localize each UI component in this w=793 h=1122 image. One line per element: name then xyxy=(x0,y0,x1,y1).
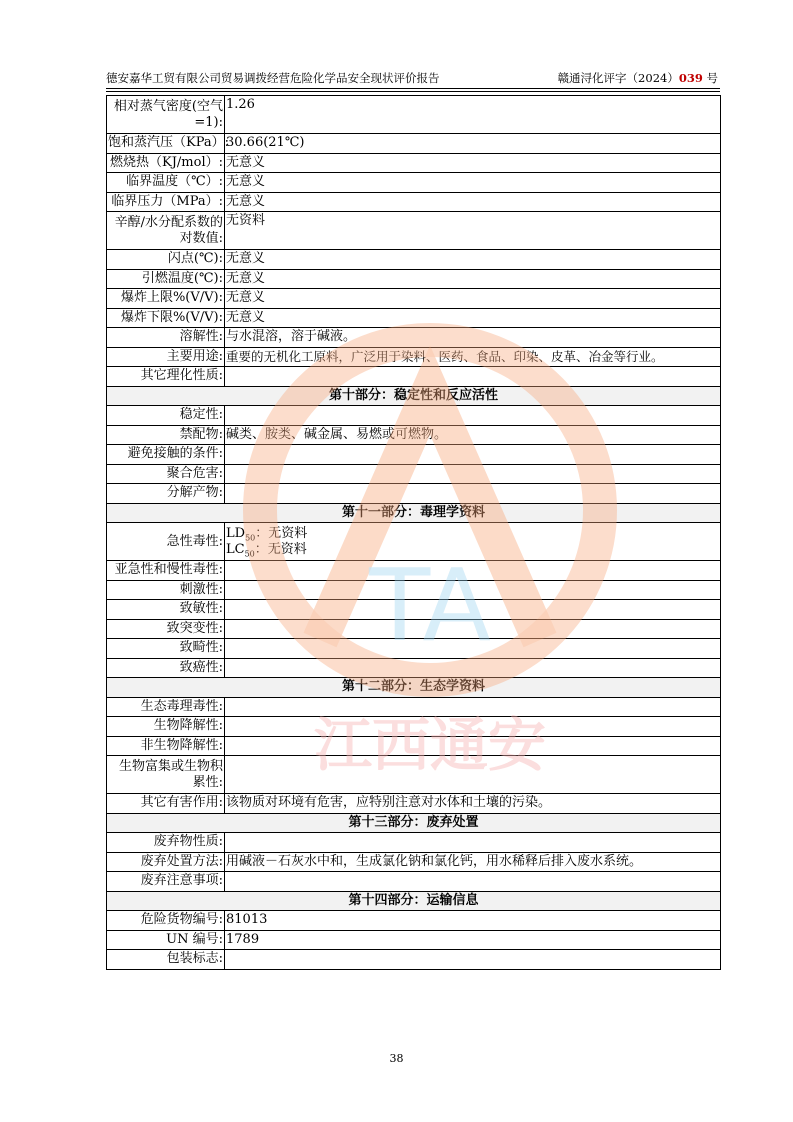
header-rule xyxy=(106,88,720,89)
table-row xyxy=(107,484,721,504)
label-main-use: 主要用途: xyxy=(107,347,225,367)
label-critical-pressure: 临界压力（MPa）: xyxy=(107,192,225,212)
value-sensitization xyxy=(225,600,721,620)
ld-sub: 50 xyxy=(245,533,256,543)
table-row xyxy=(107,872,721,892)
value-acute-toxicity xyxy=(225,523,721,561)
table-row xyxy=(107,794,721,814)
value-bioaccumulation xyxy=(225,756,721,794)
value-octanol-water: 无资料 xyxy=(225,212,721,250)
label-irritation: 刺激性: xyxy=(107,580,225,600)
value-un-number: 1789 xyxy=(225,930,721,950)
section-row xyxy=(107,678,721,698)
label-waste-disposal: 废弃处置方法: xyxy=(107,852,225,872)
lc-value: ：无资料 xyxy=(254,541,307,557)
label-acute-toxicity: 急性毒性: xyxy=(107,523,225,561)
report-number xyxy=(558,70,718,86)
table-row xyxy=(107,289,721,309)
table-row xyxy=(107,134,721,154)
label-sensitization: 致敏性: xyxy=(107,600,225,620)
table-row xyxy=(107,911,721,931)
value-other-props xyxy=(225,367,721,387)
value-carcinogenicity xyxy=(225,658,721,678)
table-row xyxy=(107,308,721,328)
table-row xyxy=(107,464,721,484)
value-chronic-toxicity xyxy=(225,561,721,581)
value-decomposition xyxy=(225,484,721,504)
section-title-toxicology: 第十一部分：毒理学资料 xyxy=(107,503,721,523)
ld50-line xyxy=(226,526,719,542)
table-row xyxy=(107,173,721,193)
table-row xyxy=(107,523,721,561)
value-critical-temp: 无意义 xyxy=(225,173,721,193)
label-avoid-conditions: 避免接触的条件: xyxy=(107,445,225,465)
value-solubility: 与水混溶，溶于碱液。 xyxy=(225,328,721,348)
value-vapor-density: 1.26 xyxy=(225,96,721,134)
header-rule-thin xyxy=(106,91,720,92)
section-title-transport: 第十四部分：运输信息 xyxy=(107,891,721,911)
table-row xyxy=(107,153,721,173)
value-biodegradability xyxy=(225,717,721,737)
table-row xyxy=(107,658,721,678)
table-row xyxy=(107,852,721,872)
label-lower-explosive: 爆炸下限%(V/V): xyxy=(107,308,225,328)
table-row xyxy=(107,96,721,134)
report-number-suffix: 号 xyxy=(702,71,718,85)
table-row xyxy=(107,328,721,348)
table-row xyxy=(107,580,721,600)
value-incompatible: 碱类、胺类、碱金属、易燃或可燃物。 xyxy=(225,425,721,445)
value-main-use: 重要的无机化工原料，广泛用于染料、医药、食品、印染、皮革、冶金等行业。 xyxy=(225,347,721,367)
value-flash-point: 无意义 xyxy=(225,250,721,270)
label-packaging-mark: 包装标志: xyxy=(107,950,225,970)
report-number-prefix: 赣通浔化评字（2024） xyxy=(557,71,679,85)
sds-table xyxy=(106,95,721,970)
table-row xyxy=(107,250,721,270)
value-waste-disposal: 用碱液－石灰水中和，生成氯化钠和氯化钙，用水稀释后排入废水系统。 xyxy=(225,852,721,872)
value-waste-notes xyxy=(225,872,721,892)
section-row xyxy=(107,503,721,523)
lc50-line xyxy=(226,542,719,558)
label-polymerization: 聚合危害: xyxy=(107,464,225,484)
table-row xyxy=(107,561,721,581)
value-polymerization xyxy=(225,464,721,484)
table-row xyxy=(107,367,721,387)
value-critical-pressure: 无意义 xyxy=(225,192,721,212)
table-row xyxy=(107,192,721,212)
table-row xyxy=(107,756,721,794)
value-waste-nature xyxy=(225,833,721,853)
label-octanol-water: 辛醇/水分配系数的对数值: xyxy=(107,212,225,250)
label-incompatible: 禁配物: xyxy=(107,425,225,445)
value-saturated-vapor-pressure: 30.66(21℃) xyxy=(225,134,721,154)
page-number: 38 xyxy=(389,1052,404,1065)
label-decomposition: 分解产物: xyxy=(107,484,225,504)
table-row xyxy=(107,717,721,737)
table-row xyxy=(107,930,721,950)
label-stability: 稳定性: xyxy=(107,406,225,426)
value-packaging-mark xyxy=(225,950,721,970)
label-other-props: 其它理化性质: xyxy=(107,367,225,387)
label-waste-notes: 废弃注意事项: xyxy=(107,872,225,892)
value-upper-explosive: 无意义 xyxy=(225,289,721,309)
watermark-text: 江西通安 xyxy=(313,711,547,779)
value-ecotoxicity xyxy=(225,697,721,717)
label-critical-temp: 临界温度（℃）: xyxy=(107,173,225,193)
section-row xyxy=(107,386,721,406)
section-row xyxy=(107,813,721,833)
label-nonbiodegradability: 非生物降解性: xyxy=(107,736,225,756)
label-combustion-heat: 燃烧热（KJ/mol）: xyxy=(107,153,225,173)
label-flash-point: 闪点(℃): xyxy=(107,250,225,270)
value-other-harmful: 该物质对环境有危害，应特别注意对水体和土壤的污染。 xyxy=(225,794,721,814)
label-upper-explosive: 爆炸上限%(V/V): xyxy=(107,289,225,309)
label-solubility: 溶解性: xyxy=(107,328,225,348)
table-row xyxy=(107,269,721,289)
value-ignition-temp: 无意义 xyxy=(225,269,721,289)
value-avoid-conditions xyxy=(225,445,721,465)
label-mutagenicity: 致突变性: xyxy=(107,619,225,639)
label-saturated-vapor-pressure: 饱和蒸汽压（KPa）: xyxy=(107,134,225,154)
section-title-disposal: 第十三部分：废弃处置 xyxy=(107,813,721,833)
table-row xyxy=(107,406,721,426)
table-row xyxy=(107,425,721,445)
label-dg-number: 危险货物编号: xyxy=(107,911,225,931)
lc-prefix: LC xyxy=(226,541,245,557)
value-dg-number: 81013 xyxy=(225,911,721,931)
value-combustion-heat: 无意义 xyxy=(225,153,721,173)
table-row xyxy=(107,833,721,853)
value-nonbiodegradability xyxy=(225,736,721,756)
watermark-logo-letters: TA xyxy=(369,547,491,664)
section-title-ecology: 第十二部分：生态学资料 xyxy=(107,678,721,698)
table-row xyxy=(107,639,721,659)
section-row xyxy=(107,891,721,911)
report-number-value: 039 xyxy=(678,71,703,85)
report-title: 德安嘉华工贸有限公司贸易调拨经营危险化学品安全现状评价报告 xyxy=(106,71,440,85)
label-other-harmful: 其它有害作用: xyxy=(107,794,225,814)
label-vapor-density: 相对蒸气密度(空气=1): xyxy=(107,96,225,134)
value-teratogenicity xyxy=(225,639,721,659)
label-carcinogenicity: 致癌性: xyxy=(107,658,225,678)
table-row xyxy=(107,347,721,367)
label-teratogenicity: 致畸性: xyxy=(107,639,225,659)
table-row xyxy=(107,212,721,250)
ld-prefix: LD xyxy=(226,525,246,541)
table-row xyxy=(107,445,721,465)
table-row xyxy=(107,619,721,639)
table-row xyxy=(107,600,721,620)
value-lower-explosive: 无意义 xyxy=(225,308,721,328)
lc-sub: 50 xyxy=(244,549,255,559)
label-un-number: UN 编号: xyxy=(107,930,225,950)
label-waste-nature: 废弃物性质: xyxy=(107,833,225,853)
table-row xyxy=(107,736,721,756)
value-mutagenicity xyxy=(225,619,721,639)
label-bioaccumulation: 生物富集或生物积累性: xyxy=(107,756,225,794)
section-title-stability: 第十部分：稳定性和反应活性 xyxy=(107,386,721,406)
table-row xyxy=(107,697,721,717)
label-ignition-temp: 引燃温度(℃): xyxy=(107,269,225,289)
label-biodegradability: 生物降解性: xyxy=(107,717,225,737)
ld-value: ：无资料 xyxy=(255,525,308,541)
page-header xyxy=(106,70,720,88)
table-row xyxy=(107,950,721,970)
label-ecotoxicity: 生态毒理毒性: xyxy=(107,697,225,717)
value-stability xyxy=(225,406,721,426)
label-chronic-toxicity: 亚急性和慢性毒性: xyxy=(107,561,225,581)
value-irritation xyxy=(225,580,721,600)
